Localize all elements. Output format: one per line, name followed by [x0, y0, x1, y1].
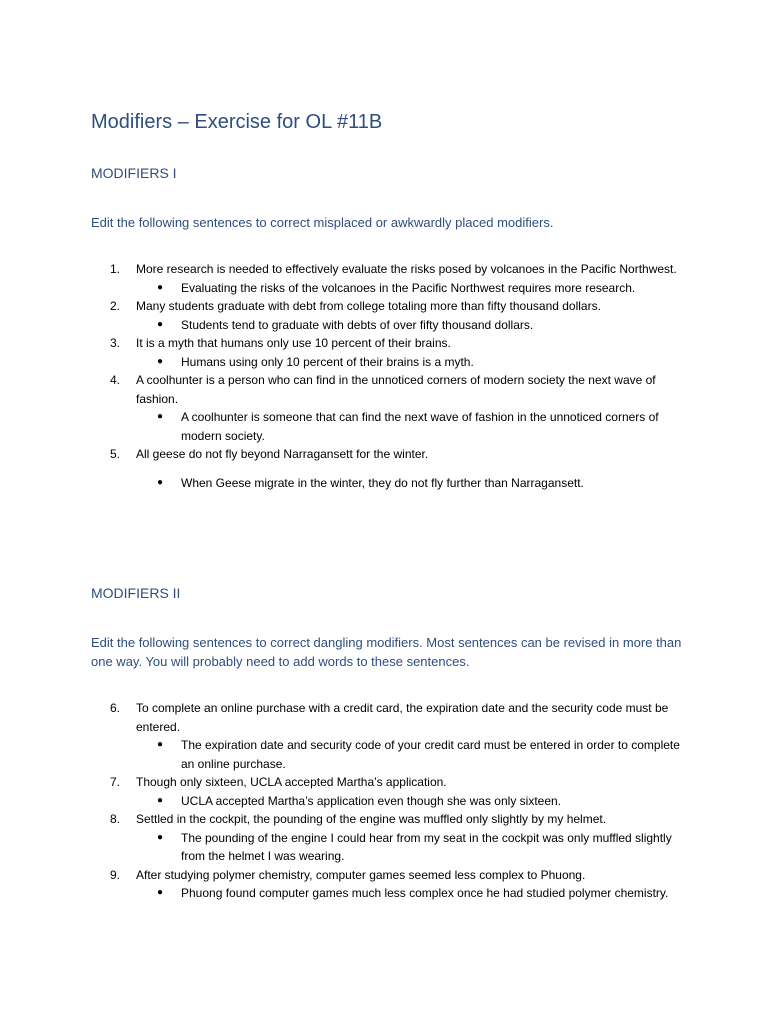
- exercise-list-modifiers-1: [110, 260, 680, 492]
- item-number: 2.: [110, 299, 121, 313]
- bullet-icon: ●: [157, 476, 164, 488]
- exercise-item: [110, 260, 680, 279]
- answer-sentence: The expiration date and security code of your credit card must be entered in order to complete an online purchase.: [181, 738, 680, 771]
- answer-item: [110, 884, 680, 903]
- item-sentence: Though only sixteen, UCLA accepted Martha’s application.: [136, 775, 447, 789]
- exercise-item: [110, 297, 680, 316]
- bullet-icon: ●: [157, 318, 164, 330]
- exercise-item: [110, 773, 680, 792]
- item-sentence: It is a myth that humans only use 10 percent of their brains.: [136, 336, 451, 350]
- answer-sentence: Evaluating the risks of the volcanoes in the Pacific Northwest requires more research.: [181, 280, 636, 295]
- item-number: 4.: [110, 373, 121, 387]
- exercise-item: [110, 445, 680, 464]
- item-sentence: After studying polymer chemistry, computer games seemed less complex to Phuong.: [136, 867, 586, 882]
- bullet-icon: ●: [157, 739, 164, 750]
- answer-item: [110, 736, 680, 773]
- bullet-icon: ●: [157, 794, 164, 806]
- bullet-icon: ●: [157, 887, 164, 898]
- item-sentence: All geese do not fly beyond Narragansett for the winter.: [136, 447, 429, 461]
- section-instructions-modifiers-1: Edit the following sentences to correct misplaced or awkwardly placed modifiers.: [91, 215, 554, 230]
- item-sentence: To complete an online purchase with a credit card, the expiration date and the security code must be entered.: [136, 701, 669, 734]
- answer-item: [110, 408, 680, 445]
- exercise-item: [110, 699, 680, 736]
- section-heading-modifiers-2: MODIFIERS II: [91, 585, 181, 601]
- item-sentence: A coolhunter is a person who can find in the unnoticed corners of modern society the next wave of fashion.: [136, 373, 656, 406]
- item-number: 8.: [110, 812, 121, 826]
- answer-sentence: Humans using only 10 percent of their brains is a myth.: [181, 354, 474, 369]
- answer-sentence: UCLA accepted Martha’s application even though she was only sixteen.: [181, 793, 562, 808]
- answer-sentence: The pounding of the engine I could hear from my seat in the cockpit was only muffled slightly from the helmet I was wearing.: [181, 830, 672, 863]
- answer-item: [110, 316, 680, 335]
- answer-item: [110, 279, 680, 298]
- exercise-item: [110, 866, 680, 885]
- answer-item: [110, 474, 680, 493]
- bullet-icon: ●: [157, 831, 164, 843]
- document-title: Modifiers – Exercise for OL #11B: [91, 111, 383, 133]
- item-sentence: More research is needed to effectively evaluate the risks posed by volcanoes in the Pacific Northwest.: [136, 262, 677, 276]
- section-heading-modifiers-1: MODIFIERS I: [91, 165, 177, 181]
- item-number: 7.: [110, 775, 121, 789]
- item-number: 6.: [110, 701, 121, 715]
- item-number: 1.: [110, 262, 121, 276]
- answer-sentence: When Geese migrate in the winter, they do not fly further than Narragansett.: [181, 475, 584, 490]
- item-sentence: Many students graduate with debt from college totaling more than fifty thousand dollars.: [136, 299, 601, 313]
- exercise-list-modifiers-2: [110, 699, 680, 903]
- answer-sentence: A coolhunter is someone that can find the next wave of fashion in the unnoticed corners of modern society.: [181, 410, 659, 443]
- answer-sentence: Phuong found computer games much less complex once he had studied polymer chemistry.: [181, 886, 669, 900]
- exercise-item: [110, 810, 680, 829]
- bullet-icon: ●: [157, 281, 164, 293]
- answer-sentence: Students tend to graduate with debts of over fifty thousand dollars.: [181, 317, 534, 332]
- item-number: 5.: [110, 447, 121, 461]
- item-number: 3.: [110, 336, 121, 350]
- bullet-icon: ●: [157, 355, 164, 367]
- exercise-item: [110, 371, 680, 408]
- bullet-icon: ●: [157, 411, 164, 422]
- exercise-item: [110, 334, 680, 353]
- answer-item: [110, 353, 680, 372]
- answer-item: [110, 829, 680, 866]
- item-sentence: Settled in the cockpit, the pounding of the engine was muffled only slightly by my helmet.: [136, 812, 607, 826]
- answer-item: [110, 792, 680, 811]
- section-instructions-modifiers-2: Edit the following sentences to correct dangling modifiers. Most sentences can be revised in more than one way. You will probably need to add words to these sentences.: [91, 635, 682, 669]
- item-number: 9.: [110, 867, 121, 882]
- list-spacer: [110, 464, 680, 474]
